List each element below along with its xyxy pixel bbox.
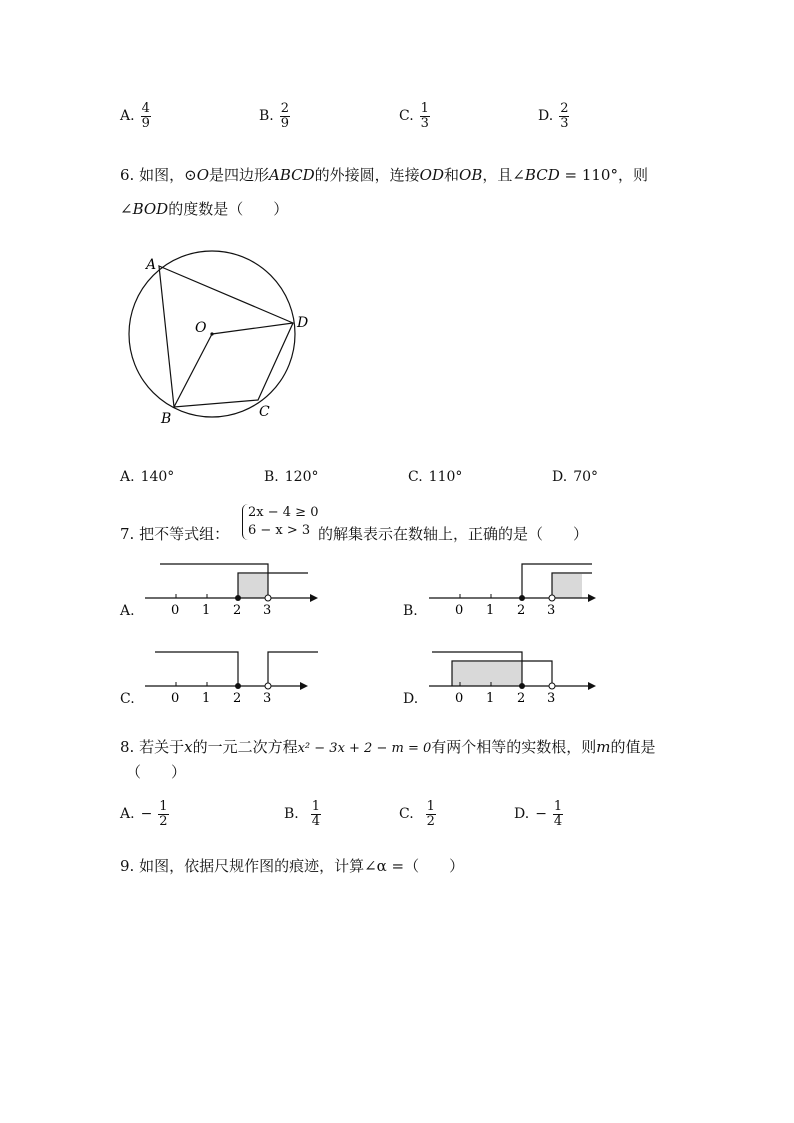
- segment-ob: [174, 334, 212, 407]
- arrow-head: [588, 682, 596, 690]
- numerator: 1: [553, 799, 563, 814]
- q8-line2: （ ）: [126, 763, 187, 781]
- q6-text: 是四边形: [209, 166, 270, 184]
- tick-label: 1: [486, 603, 495, 618]
- solid-dot: [235, 683, 241, 689]
- numerator: 2: [280, 101, 290, 116]
- option-label: B.: [259, 108, 274, 125]
- inequality-1: 2x − 4 ≥ 0: [248, 505, 319, 520]
- q6-text: ，且∠: [482, 166, 525, 184]
- inequality-2: 6 − x > 3: [248, 523, 311, 538]
- question-number: 6.: [120, 166, 135, 184]
- math-var: BCD: [524, 166, 560, 184]
- numerator: 4: [141, 101, 150, 116]
- q8-text: 的值是: [610, 738, 656, 756]
- fraction: [553, 800, 563, 828]
- q7-number-line-d: [424, 644, 604, 714]
- fraction: [158, 800, 168, 828]
- sign: −: [535, 806, 547, 823]
- tick-label: 1: [202, 603, 211, 618]
- q5-option-a: [120, 102, 151, 130]
- range-bracket-gt-3: [268, 652, 318, 686]
- q5-option-b: [259, 102, 290, 130]
- tick-label: 1: [202, 691, 211, 706]
- tick-label: 2: [233, 691, 242, 706]
- fraction: [311, 800, 321, 828]
- denominator: 4: [311, 813, 321, 829]
- q7-number-line-a: [140, 556, 320, 626]
- question-number: 8.: [120, 738, 135, 756]
- option-label: C.: [408, 469, 423, 485]
- numerator: 1: [426, 799, 435, 814]
- tick-label: 2: [517, 691, 526, 706]
- q7-text: 把不等式组：: [139, 525, 230, 543]
- math-var: ABCD: [269, 166, 315, 184]
- tick-label: 0: [455, 603, 464, 618]
- fraction: [280, 102, 290, 130]
- q8-text: 的一元二次方程: [192, 738, 298, 756]
- q7-line: [120, 523, 229, 544]
- tick-label: 0: [171, 603, 180, 618]
- numerator: 1: [159, 799, 168, 814]
- tick-label: 3: [263, 603, 272, 618]
- q6-option-d: [552, 469, 598, 485]
- math-var: OD: [419, 166, 444, 184]
- point-label-a: A: [146, 257, 157, 273]
- solid-dot: [519, 595, 525, 601]
- tick-label: 3: [263, 691, 272, 706]
- q7-option-a-label: A.: [120, 603, 135, 619]
- hollow-dot: [265, 683, 271, 689]
- sign: −: [140, 806, 153, 823]
- q8-option-a: [120, 800, 169, 828]
- denominator: 4: [553, 813, 563, 829]
- math-var: m: [596, 738, 611, 756]
- q6-text: 的外接圆，连接: [314, 166, 420, 184]
- math-var: OB: [459, 166, 483, 184]
- q7-number-line-c: [140, 644, 320, 714]
- option-label: B.: [284, 806, 299, 823]
- option-label: D.: [514, 806, 530, 823]
- q8-text: 有两个相等的实数根，则: [431, 738, 597, 756]
- solid-dot: [235, 595, 241, 601]
- math-var: x: [184, 738, 193, 756]
- solid-dot: [519, 683, 525, 689]
- q6-option-a: [120, 469, 174, 485]
- point-label-d: D: [297, 315, 309, 331]
- shade-between-0-and-2: [452, 662, 522, 686]
- inequality-system: [242, 504, 318, 540]
- denominator: 3: [560, 115, 569, 131]
- numerator: 1: [420, 101, 429, 116]
- tick-label: 1: [486, 691, 495, 706]
- tick-label: 3: [547, 603, 556, 618]
- point-label-c: C: [259, 404, 270, 420]
- fraction: [420, 102, 430, 130]
- tick-label: 3: [547, 691, 556, 706]
- hollow-dot: [549, 683, 555, 689]
- overlap-shade: [238, 574, 268, 598]
- q6-option-b: [264, 469, 318, 485]
- option-value: 110°: [428, 469, 463, 485]
- denominator: 9: [280, 115, 290, 131]
- q7-number-line-b: [424, 556, 604, 626]
- q8-text: 若关于: [139, 738, 185, 756]
- option-value: 70°: [573, 469, 599, 485]
- shade-right-of-3: [552, 574, 582, 598]
- q6-text: ∠: [120, 200, 133, 218]
- math-var: BOD: [132, 200, 169, 218]
- option-label: D.: [552, 469, 568, 485]
- point-label-b: B: [161, 411, 172, 427]
- center-point: [210, 332, 213, 335]
- q7-option-c-label: C.: [120, 691, 135, 707]
- hollow-dot: [549, 595, 555, 601]
- q6-text: 如图，: [139, 166, 185, 184]
- q7-option-d-label: D.: [403, 691, 419, 707]
- denominator: 3: [420, 115, 429, 131]
- question-number: 7.: [120, 525, 135, 543]
- q7-text-end: 的解集表示在数轴上，正确的是（ ）: [318, 525, 589, 543]
- range-bracket-le-2: [155, 652, 238, 686]
- denominator: 9: [141, 115, 150, 131]
- point-label-o: O: [195, 320, 207, 336]
- q5-option-d: [538, 102, 569, 130]
- option-label: D.: [538, 108, 554, 125]
- q6-text: 和: [444, 166, 460, 184]
- option-label: A.: [120, 108, 135, 125]
- option-value: 120°: [284, 469, 319, 485]
- q9-line: [120, 855, 464, 876]
- q6-text: 的度数是（ ）: [168, 200, 289, 218]
- equation: x² − 3x + 2 − m = 0: [297, 741, 432, 756]
- fraction: [426, 800, 436, 828]
- hollow-dot: [265, 595, 271, 601]
- fraction: [141, 102, 151, 130]
- numerator: 2: [560, 101, 569, 116]
- tick-label: 0: [455, 691, 464, 706]
- fraction: [559, 102, 569, 130]
- option-label: C.: [399, 806, 414, 823]
- q6-figure: [120, 250, 320, 430]
- option-label: A.: [120, 469, 135, 485]
- math-var: O: [196, 166, 209, 184]
- arrow-head: [588, 594, 596, 602]
- q5-option-c: [399, 102, 430, 130]
- q8-option-c: [399, 800, 436, 828]
- denominator: 2: [159, 813, 168, 829]
- option-label: B.: [264, 469, 279, 485]
- arrow-head: [300, 682, 308, 690]
- denominator: 2: [426, 813, 435, 829]
- q6-line2: [120, 198, 288, 219]
- question-number: 9.: [120, 857, 135, 875]
- option-value: 140°: [140, 469, 175, 485]
- tick-label: 2: [233, 603, 242, 618]
- tick-label: 0: [171, 691, 180, 706]
- q8-option-b: [284, 800, 321, 828]
- q8-option-d: [514, 800, 563, 828]
- q6-option-c: [408, 469, 462, 485]
- q9-text: 如图，依据尺规作图的痕迹，计算∠α =（ ）: [139, 857, 465, 875]
- quadrilateral-abcd: [159, 266, 293, 407]
- segment-od: [212, 323, 293, 334]
- q7-option-b-label: B.: [403, 603, 418, 619]
- numerator: 1: [311, 799, 321, 814]
- q8-line1: [120, 736, 656, 757]
- option-label: A.: [120, 806, 135, 823]
- q6-line1: [120, 164, 648, 185]
- arrow-head: [310, 594, 318, 602]
- q6-text: = 110°，则: [559, 166, 648, 184]
- tick-label: 2: [517, 603, 526, 618]
- option-label: C.: [399, 108, 414, 125]
- circle-symbol: ⊙: [184, 166, 197, 184]
